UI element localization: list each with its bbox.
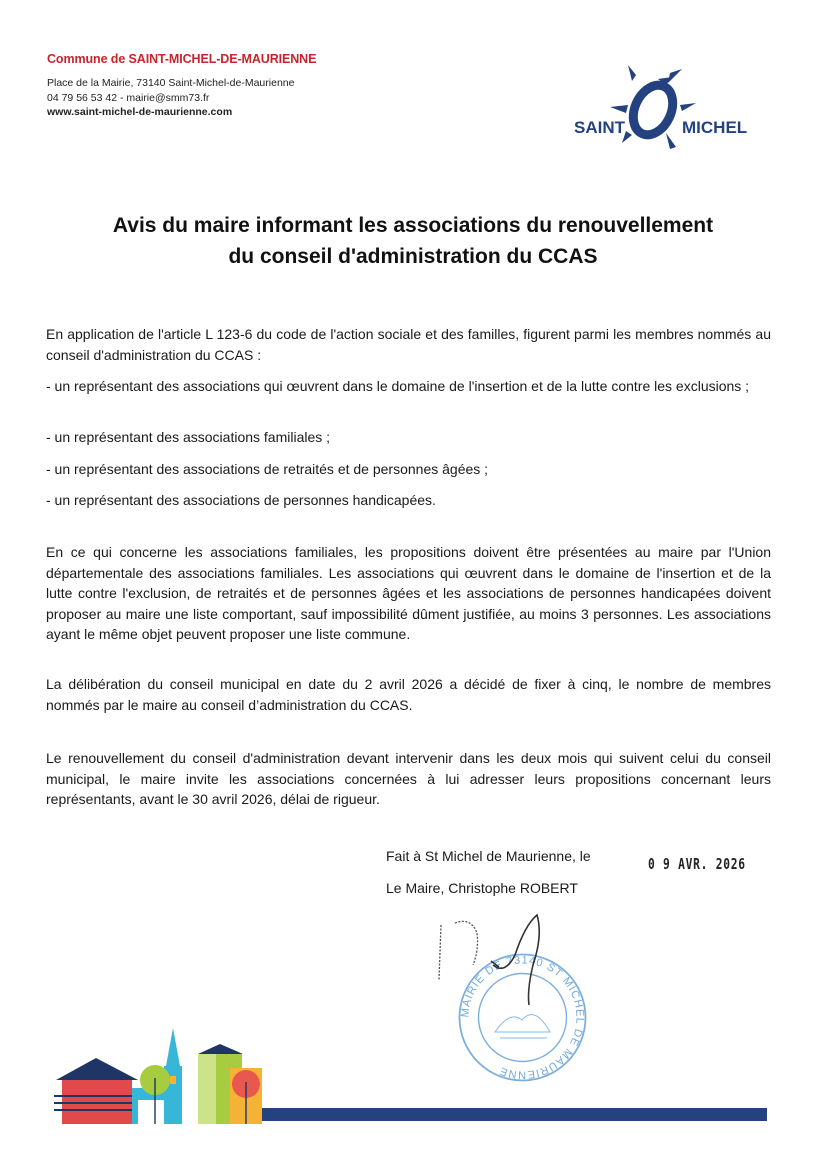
village-illustration	[48, 1018, 263, 1128]
document-title	[40, 210, 786, 272]
intro-paragraph: En application de l'article L 123-6 du code de l'action sociale et des familles, figurent parmi les membres nommés au conseil d'administration du CCAS :	[46, 326, 771, 363]
svg-text:SAINT: SAINT	[574, 118, 625, 137]
website-link: www.saint-michel-de-maurienne.com	[47, 106, 233, 118]
letterhead	[47, 52, 316, 118]
date-stamp: 0 9 AVR. 2026	[648, 855, 746, 873]
signature-icon	[425, 905, 555, 1015]
signatory: Le Maire, Christophe ROBERT	[386, 880, 578, 896]
paragraph-deliberation: La délibération du conseil municipal en date du 2 avril 2026 a décidé de fixer à cinq, le nombre de membres nommés par le maire au conseil d’administration du CCAS.	[46, 676, 771, 713]
svg-text:MAIRIE DE 73140 ST MICHEL DE M: MAIRIE DE 73140 ST MICHEL DE MAURIENNE	[459, 954, 586, 1081]
contact-info: 04 79 56 53 42 - mairie@smm73.fr	[47, 92, 210, 104]
bullet-retraites: - un représentant des associations de retraités et de personnes âgées ;	[46, 461, 489, 477]
village-buildings-icon	[48, 1018, 263, 1128]
saint-michel-logo	[570, 55, 780, 155]
sun-logo-icon	[570, 55, 780, 155]
title-line-1: Avis du maire informant les associations du renouvellement	[112, 214, 714, 237]
bullet-insertion: - un représentant des associations qui œuvrent dans le domaine de l'insertion et de la lutte contre les exclusions ;	[46, 378, 750, 394]
address: Place de la Mairie, 73140 Saint-Michel-de-Maurienne	[47, 77, 295, 89]
handwritten-signature	[425, 905, 555, 1015]
place-line: Fait à St Michel de Maurienne, le	[386, 848, 591, 864]
bullet-handicapees: - un représentant des associations de personnes handicapées.	[46, 492, 436, 508]
paragraph-propositions: En ce qui concerne les associations familiales, les propositions doivent être présentées au maire par l'Union départementale des associations familiales. Les associations qui œuvrent dans le domaine de l'insertion et de la lutte contre l'exclusion, de retraités et de personnes âgées et les associations de personnes handicapées doivent proposer au maire une liste comportant, sauf impossibilité dûment justifiée, au moins 3 personnes. Les associations ayant le même objet peuvent proposer une liste commune.	[46, 544, 771, 642]
title-line-2: du conseil d'administration du CCAS	[228, 245, 598, 268]
svg-text:MICHEL: MICHEL	[682, 118, 748, 137]
footer-navy-bar	[262, 1108, 767, 1121]
paragraph-renouvellement: Le renouvellement du conseil d'administration devant intervenir dans les deux mois qui suivent celui du conseil municipal, le maire invite les associations concernées à lui adresser leurs propositions concernant leurs représentants, avant le 30 avril 2026, délai de rigueur.	[46, 750, 771, 807]
bullet-familiales: - un représentant des associations familiales ;	[46, 429, 331, 445]
commune-name: Commune de SAINT-MICHEL-DE-MAURIENNE	[47, 52, 317, 66]
